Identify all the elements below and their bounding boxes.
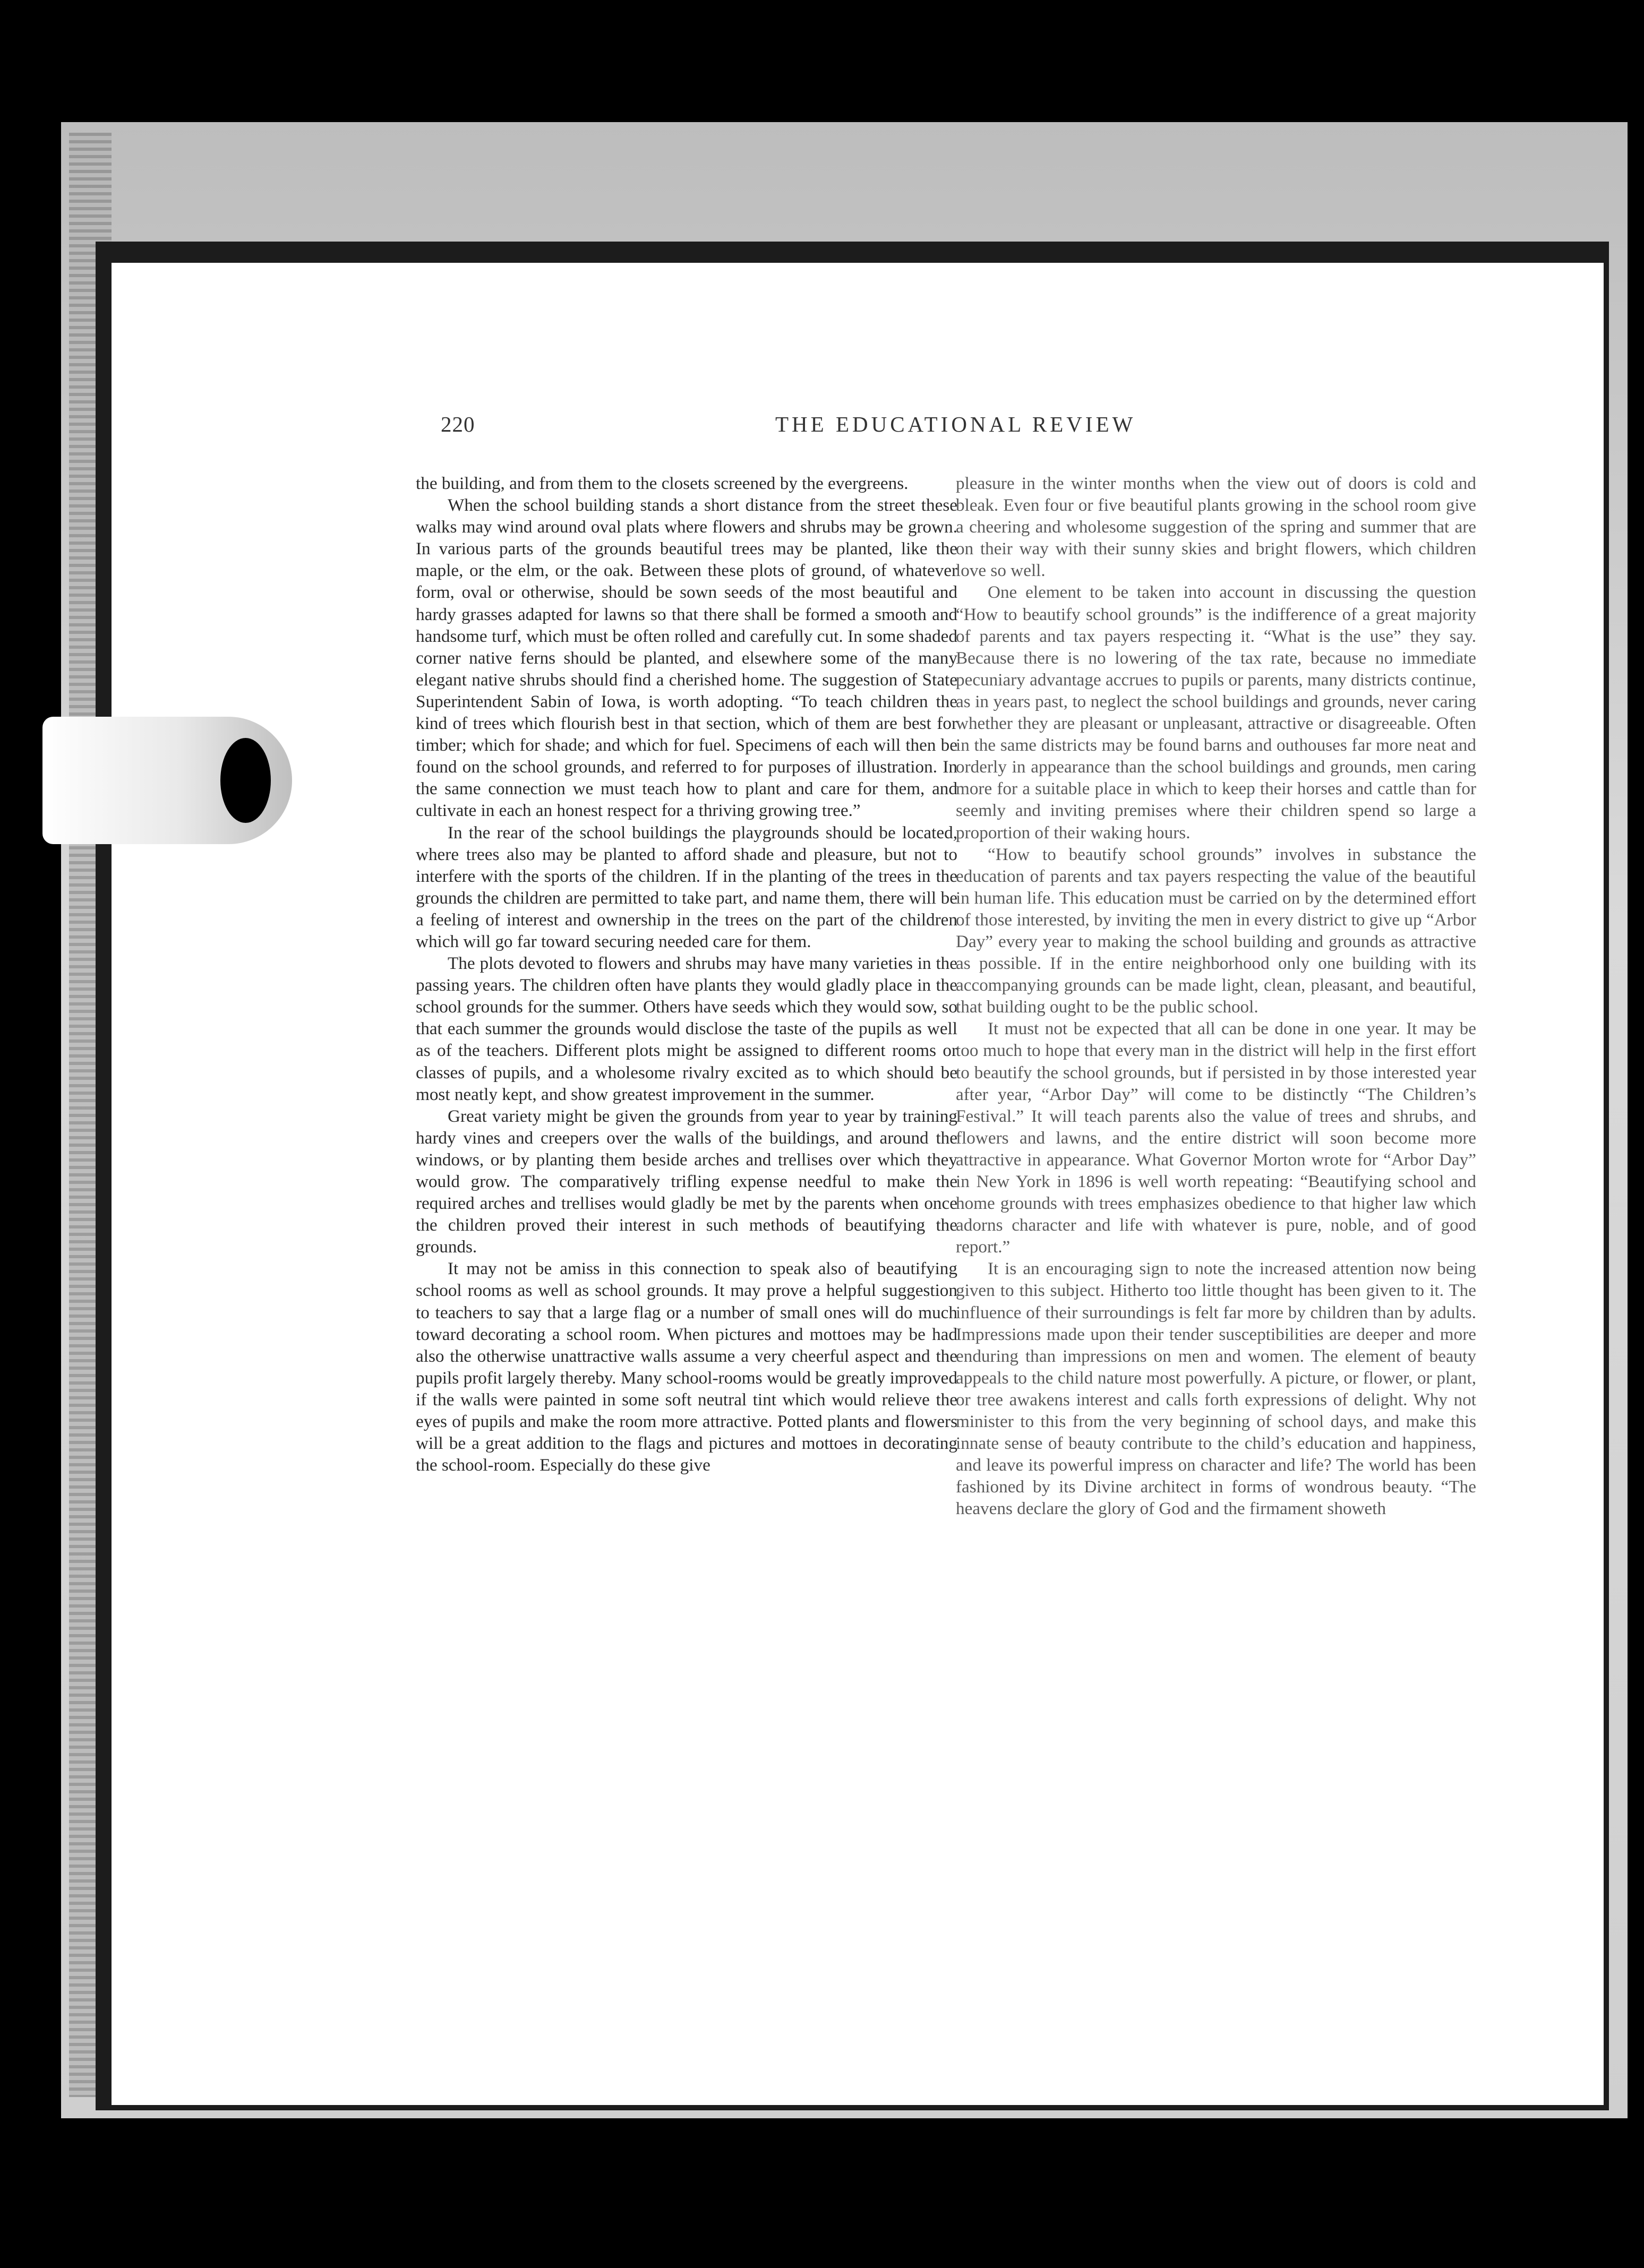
paragraph: The plots devoted to flowers and shrubs may have many varieties in the passing years. The children often have plants they would gladly place in the school grounds for the summer. Others have seeds which they would sow, so that each summer the grounds would disclose the taste of the pupils as well as of the teachers. Different plots might be assigned to different rooms or classes of pupils, and a wholesome rivalry excited as to which should be most neatly kept, and show greatest improvement in the summer. — [416, 953, 957, 1104]
paragraph: the building, and from them to the closets screened by the evergreens. — [416, 474, 909, 493]
right-text-column — [956, 472, 1476, 1520]
journal-title: THE EDUCATIONAL REVIEW — [775, 412, 1136, 436]
pen-tip-shadow — [220, 738, 271, 823]
paragraph: “How to beautify school grounds” involves in substance the education of parents and tax payers respecting the value of the beautiful in human life. This education must be carried on by the determined effort of those interested, by inviting the men in every district to give up “Arbor Day” every year to making the school building and grounds as attractive as possible. If in the entire neighborhood only one building with its accompanying grounds can be made light, clean, pleasant, and beautiful, that building ought to be the public school. — [956, 844, 1476, 1017]
paragraph: It may not be amiss in this connection to speak also of beautifying school rooms as well as school grounds. It may prove a helpful suggestion to teachers to say that a large flag or a number of small ones will do much toward decorating a school room. When pictures and mottoes may be had also the otherwise unattractive walls assume a very cheerful aspect and the pupils profit largely thereby. Many school-rooms would be greatly improved if the walls were painted in some soft neutral tint which would relieve the eyes of pupils and make the room more attractive. Potted plants and flowers will be a great addition to the flags and pictures and mottoes in decorating the school-room. Especially do these give — [416, 1259, 957, 1475]
paragraph: In the rear of the school buildings the playgrounds should be located, where trees also may be planted to afford shade and pleasure, but not to interfere with the sports of the children. If in the planting of the trees in the grounds the children are permitted to take part, and name them, there will be a feeling of interest and ownership in the trees on the part of the children which will go far toward securing needed care for them. — [416, 822, 957, 951]
paragraph: It is an encouraging sign to note the increased attention now being given to this subject. Hitherto too little thought has been given to it. The influence of their surroundings is felt far more by children than by adults. Impressions made upon their tender susceptibilities are deeper and more enduring than impressions on men and women. The element of beauty appeals to the child nature most powerfully. A picture, or flower, or plant, or tree awakens interest and calls forth expressions of delight. Why not minister to this from the very beginning of school days, and make this innate sense of beauty contribute to the child’s education and happiness, and leave its powerful impress on character and life? The world has been fashioned by its Divine architect in forms of wondrous beauty. “The heavens declare the glory of God and the firmament showeth — [956, 1259, 1476, 1519]
paragraph: When the school building stands a short distance from the street these walks may wind around oval plats where flowers and shrubs may be grown. In various parts of the grounds beautiful trees may be planted, like the maple, or the elm, or the oak. Between these plots of ground, of whatever form, oval or otherwise, should be sown seeds of the most beautiful and hardy grasses adapted for lawns so that there shall be formed a smooth and handsome turf, which must be often rolled and carefully cut. In some shaded corner native ferns should be planted, and elsewhere some of the many elegant native shrubs should find a cherished home. The suggestion of State Superintendent Sabin of Iowa, is worth adopting. “To teach children the kind of trees which flourish best in that section, which of them are best for timber; which for shade; and which for fuel. Specimens of each will then be found on the school grounds, and referred to for purposes of illustration. In the same connection we must teach how to plant and care for them, and cultivate in each an honest respect for a thriving growing tree.” — [416, 495, 957, 821]
paragraph: pleasure in the winter months when the view out of doors is cold and bleak. Even four or five beautiful plants growing in the school room give a cheering and wholesome suggestion of the spring and summer that are on their way with their sunny skies and bright flowers, which children love so well. — [956, 474, 1476, 581]
left-text-column — [416, 472, 957, 1476]
page-number: 220 — [441, 412, 475, 436]
paragraph: Great variety might be given the grounds from year to year by training hardy vines and creepers over the walls of the buildings, and around the windows, or by planting them beside arches and trellises over which they would grow. The comparatively trifling expense needful to make the required arches and trellises would gladly be met by the parents when once the children proved their interest in such methods of beautifying the grounds. — [416, 1106, 957, 1257]
paragraph: One element to be taken into account in discussing the question “How to beautify school grounds” is the indifference of a great majority of parents and tax payers respecting it. “What is the use” they say. Because there is no lowering of the tax rate, because no immediate pecuniary advantage accrues to pupils or parents, many districts continue, as in years past, to neglect the school buildings and grounds, never caring whether they are pleasant or unpleasant, attractive or disagreeable. Often in the same districts may be found barns and outhouses far more neat and orderly in appearance than the school buildings and grounds, men caring more for a suitable place in which to keep their horses and cattle than for seemly and inviting premises where their children spend so large a proportion of their waking hours. — [956, 582, 1476, 843]
paragraph: It must not be expected that all can be done in one year. It may be too much to hope that every man in the district will help in the first effort to beautify the school grounds, but if persisted in by those interested year after year, “Arbor Day” will come to be distinctly “The Children’s Festival.” It will teach parents also the value of trees and shrubs, and flowers and lawns, and the entire district will soon become more attractive in appearance. What Governor Morton wrote for “Arbor Day” in New York in 1896 is well worth repeating: “Beautifying school and home grounds with trees emphasizes obedience to that higher law which adorns character and life with whatever is pure, noble, and of good report.” — [956, 1019, 1476, 1257]
